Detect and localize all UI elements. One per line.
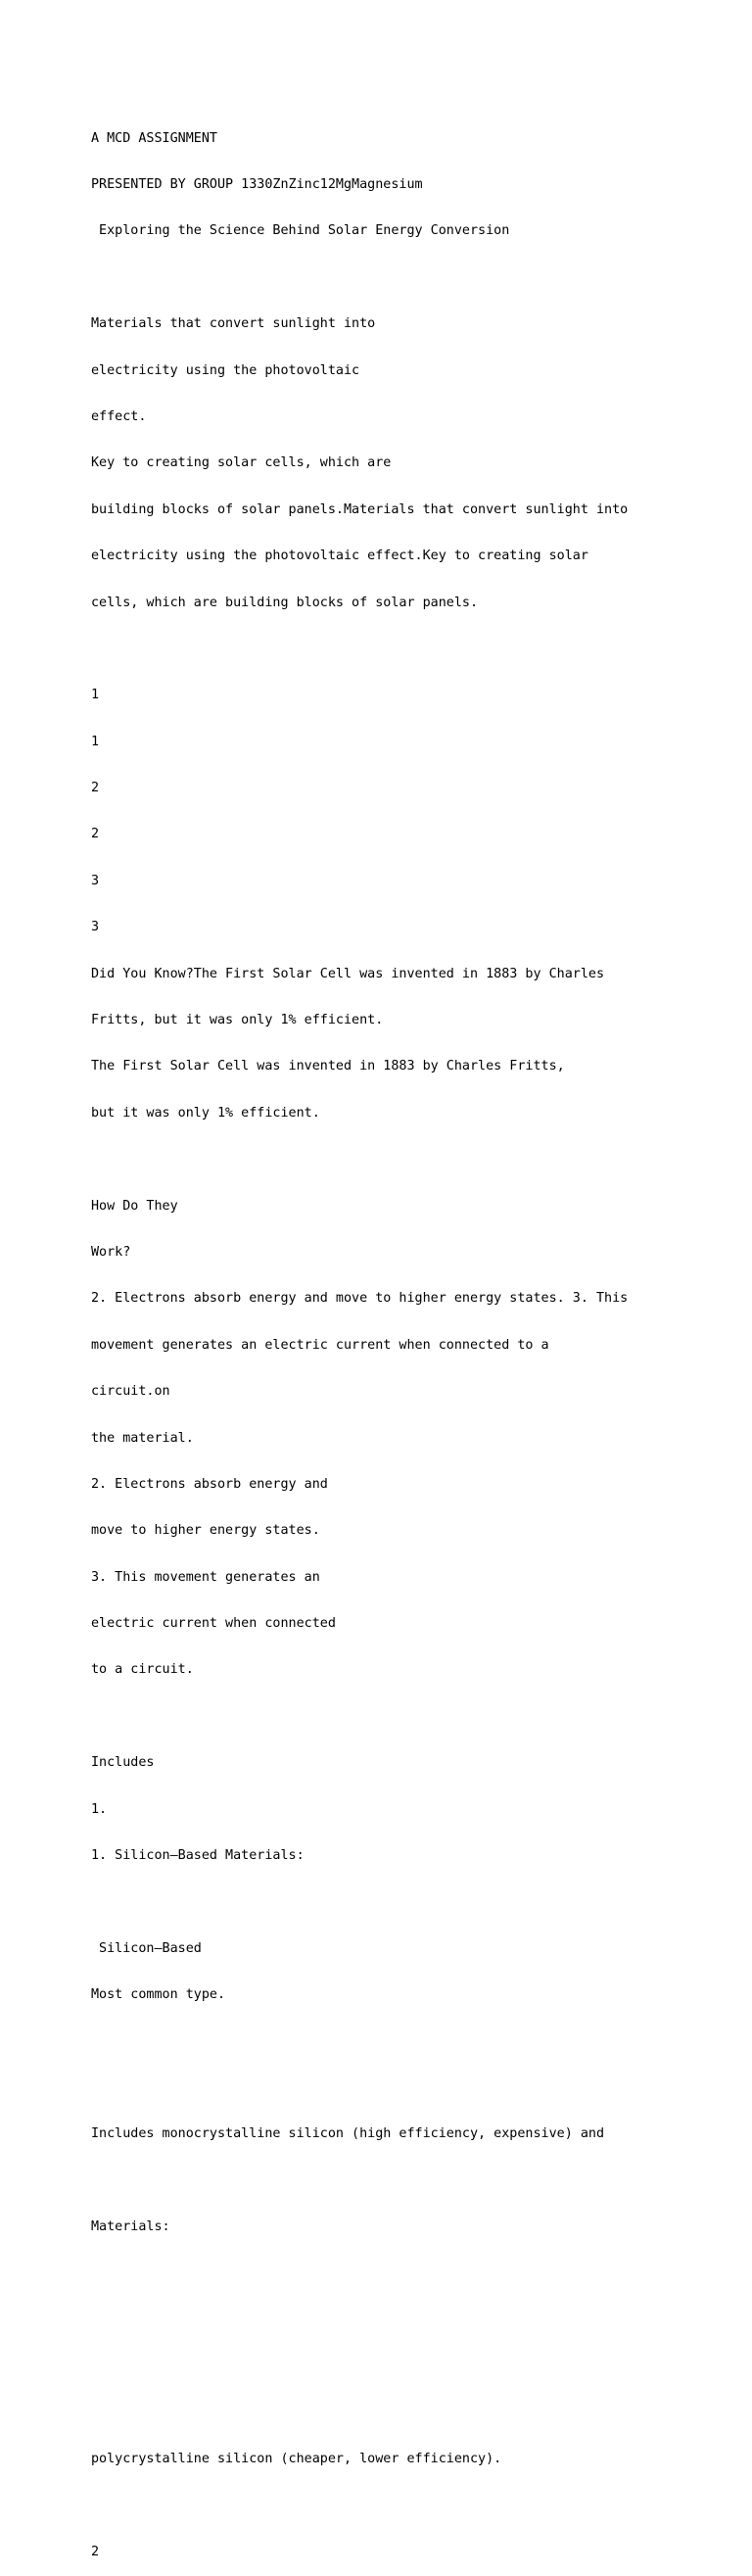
doc-line-number: 1	[91, 734, 100, 749]
doc-line: move to higher energy states.	[91, 1523, 320, 1539]
doc-line-number: 2	[91, 781, 100, 796]
doc-line-number: 3	[91, 873, 100, 888]
doc-line: Fritts, but it was only 1% efficient.	[91, 1013, 384, 1028]
doc-line-subtitle: Exploring the Science Behind Solar Energy Conversion	[91, 223, 510, 239]
doc-line: 2. Electrons absorb energy and move to higher energy states. 3. This	[91, 1291, 629, 1307]
doc-line: Silicon–Based	[91, 1940, 202, 1956]
doc-line: building blocks of solar panels.Materials that convert sunlight into	[91, 501, 629, 517]
doc-line-blank	[91, 2499, 737, 2514]
doc-line: electric current when connected	[91, 1616, 336, 1632]
doc-line-how-do-they: How Do They	[91, 1198, 178, 1214]
doc-line: polycrystalline silicon (cheaper, lower efficiency).	[91, 2452, 502, 2467]
doc-line-work: Work?	[91, 1244, 131, 1260]
doc-line-blank	[91, 270, 737, 286]
doc-line: but it was only 1% efficient.	[91, 1105, 320, 1121]
doc-line: The First Solar Cell was invented in 1883 by Charles Fritts,	[91, 1059, 565, 1074]
doc-line: movement generates an electric current when connected to a	[91, 1337, 549, 1353]
page-number: 2	[91, 2544, 100, 2559]
doc-line-includes: Includes	[91, 1755, 155, 1771]
doc-line: effect.	[91, 408, 147, 424]
doc-line-blank	[91, 2359, 737, 2374]
doc-line-blank	[91, 2080, 737, 2096]
doc-line-blank	[91, 1709, 737, 1725]
doc-line-number: 1	[91, 688, 100, 703]
doc-line-blank	[91, 642, 737, 657]
doc-line: Includes monocrystalline silicon (high efficiency, expensive) and	[91, 2126, 605, 2142]
doc-line-number: 3	[91, 920, 100, 935]
doc-line-number: 2	[91, 827, 100, 842]
doc-line: 1. Silicon–Based Materials:	[91, 1848, 305, 1864]
doc-line: Materials:	[91, 2219, 170, 2235]
doc-line: 2. Electrons absorb energy and	[91, 1476, 328, 1492]
doc-line-blank	[91, 2266, 737, 2282]
doc-line-did-you-know: Did You Know?The First Solar Cell was invented in 1883 by Charles	[91, 966, 605, 981]
document-page	[91, 100, 737, 2576]
doc-line: the material.	[91, 1430, 194, 1446]
doc-line-blank	[91, 2313, 737, 2328]
doc-line: electricity using the photovoltaic effect.Key to creating solar	[91, 549, 588, 564]
doc-line: to a circuit.	[91, 1662, 194, 1678]
doc-line: circuit.on	[91, 1384, 170, 1400]
doc-line: 3. This movement generates an	[91, 1569, 320, 1585]
doc-line: electricity using the photovoltaic	[91, 362, 360, 378]
doc-line: Materials that convert sunlight into	[91, 316, 376, 332]
doc-line-blank	[91, 1152, 737, 1168]
doc-line-blank	[91, 2034, 737, 2050]
doc-line: Most common type.	[91, 1987, 226, 2003]
doc-line: Key to creating solar cells, which are	[91, 455, 392, 471]
doc-line-blank	[91, 2173, 737, 2189]
doc-line: 1.	[91, 1801, 108, 1817]
doc-line: cells, which are building blocks of solar panels.	[91, 595, 479, 610]
doc-line-assignment-title: A MCD ASSIGNMENT	[91, 130, 217, 146]
doc-line-blank	[91, 1894, 737, 1910]
doc-line-blank	[91, 2406, 737, 2421]
doc-line-presented-by: PRESENTED BY GROUP 1330ZnZinc12MgMagnesium	[91, 176, 423, 192]
